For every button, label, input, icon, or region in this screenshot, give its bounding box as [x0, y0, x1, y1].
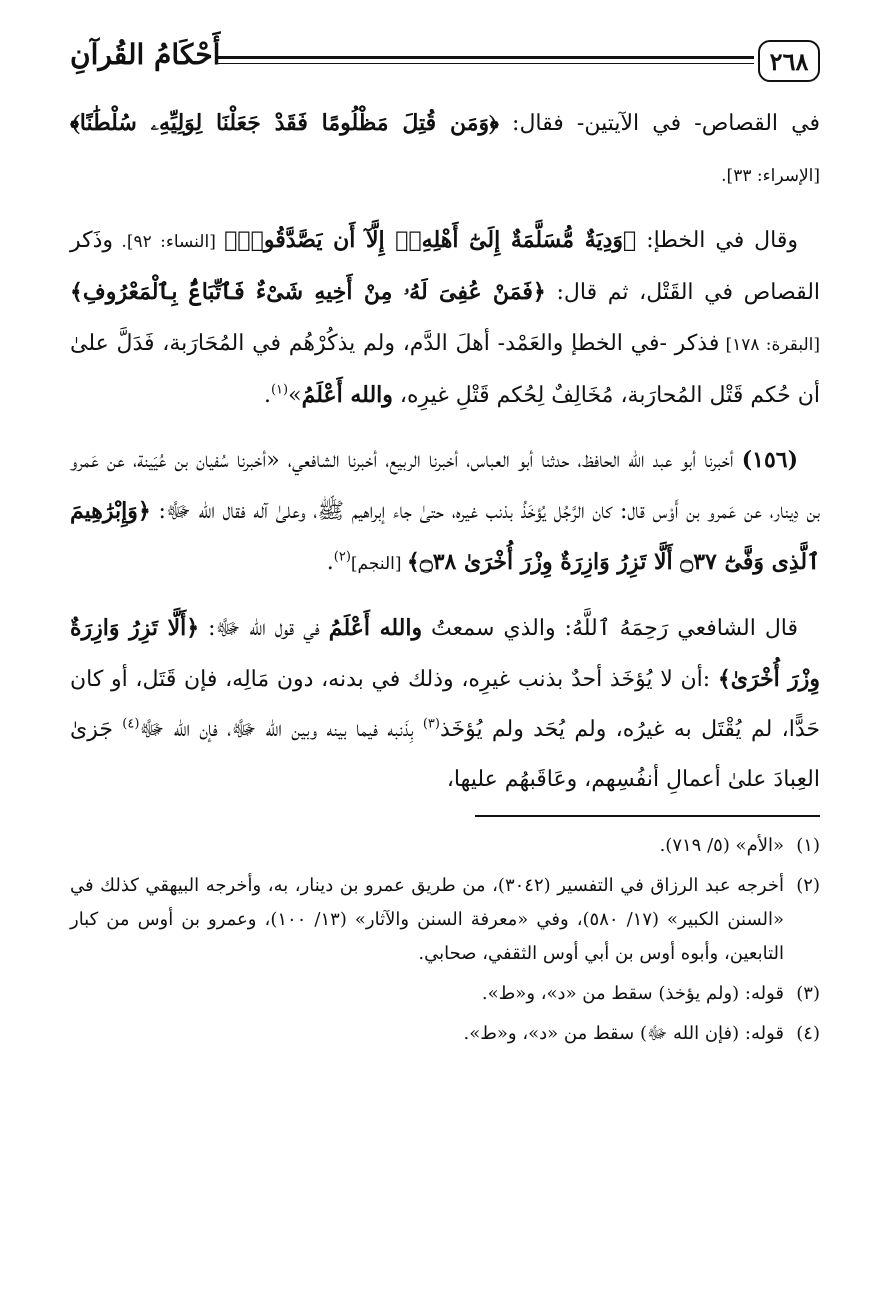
verse-reference: [النساء: ٩٢]. — [113, 232, 225, 252]
footnote-marker: (٣) — [422, 716, 440, 732]
footnote — [70, 869, 820, 971]
footnote-number: (٤) — [796, 1023, 820, 1044]
text-run: جَزىٰ العِبادَ علىٰ أعمالِ أنفُسِهم، وعَاقَبهُم عليها، — [70, 717, 820, 792]
text-run: وذَكر القصاص في القَتْل، ثم قال: — [70, 228, 821, 305]
text-run: :أن لا يُؤخَذ أحدٌ بذنب غيرِه، وذلك في بدنه، دون مَالِه، فإن قَتَل، أو كان حَدًّا، لم يُقْتَل به غيرُه، ولم يُحَد ولم يُؤخَذ — [70, 667, 820, 742]
verse-reference: [النجم] — [350, 554, 407, 574]
footnote-separator — [475, 815, 820, 817]
quran-verse: ﴿وَدِيَةٌ مُّسَلَّمَةٌ إِلَىٰٓ أَهْلِهِۦٓ إِلَّآ أَن يَصَّدَّقُوا۟﴾ — [224, 227, 637, 253]
text-run: أخبرنا أبو عبد الله الحافظ، حدثنا أبو العباس، أخبرنا الربيع، أخبرنا الشافعي، «أخبرنا سُفيان بن عُيَينة، عن عَمرو بن دِينار، عن عَمرو بن أَوْس قال: كان الرَّجُل يُؤخَذُ بذنب غيره، حتىٰ جاء إبراهيم ﷺ، وعلىٰ آله فقال الله ﷻ: — [70, 448, 820, 524]
emphasis: والله أَعْلَمُ — [301, 382, 393, 408]
footnote-marker: (٤) — [122, 716, 140, 732]
text-run: في القصاص- في الآيتين- فقال: — [498, 111, 820, 136]
text-run: بِذَنبه فيما بينه وبين الله ﷻ، فإن الله ﷻ — [139, 717, 423, 742]
page-header — [70, 38, 820, 98]
paragraph — [70, 98, 820, 201]
footnote — [70, 977, 820, 1011]
paragraph — [70, 215, 820, 421]
text-run: . — [326, 550, 334, 575]
footnote-number: (٢) — [796, 875, 820, 896]
text-run: في قول الله ﷻ: — [199, 616, 329, 641]
footnote-number: (٣) — [796, 983, 820, 1004]
footnote-marker: (٢) — [333, 549, 351, 565]
footnote-text: «الأم» (٥/ ٧١٩). — [659, 835, 784, 856]
quran-verse: ﴿وَمَن قُتِلَ مَظْلُومًا فَقَدْ جَعَلْنَا لِوَلِيِّهِۦ سُلْطَٰنًا﴾ — [70, 110, 499, 136]
footnotes — [70, 829, 820, 1051]
footnote — [70, 1017, 820, 1051]
emphasis: والله أَعْلَمُ — [328, 615, 423, 641]
emphasis: (١٥٦) — [741, 447, 798, 473]
verse-reference: [البقرة: ١٧٨] — [719, 335, 820, 355]
footnote-number: (١) — [796, 835, 820, 856]
main-text — [70, 98, 820, 805]
header-rule — [218, 56, 754, 64]
footnote-text: قوله: (فإن الله ﷻ) سقط من «د»، و«ط». — [463, 1023, 784, 1044]
verse-reference: [الإسراء: ٣٣]. — [721, 166, 820, 186]
quran-verse: ﴿فَمَنْ عُفِىَ لَهُۥ مِنْ أَخِيهِ شَىْءٌ فَٱتِّبَاعٌۢ بِٱلْمَعْرُوفِ﴾ — [70, 279, 546, 305]
footnote-marker: (١) — [270, 382, 289, 398]
running-title: أَحْكَامُ القُرآنِ — [70, 38, 221, 71]
text-run: » — [288, 383, 302, 408]
page — [70, 38, 820, 1057]
text-run: . — [263, 383, 271, 408]
page-number: ٢٦٨ — [758, 40, 820, 82]
quran-verse: ﴿أَلَّا تَزِرُ وَازِرَةٌ وِزْرَ أُخْرَىٰ﴾ — [70, 615, 821, 692]
footnote-text: قوله: (ولم يؤخذ) سقط من «د»، و«ط». — [481, 983, 784, 1004]
paragraph — [70, 435, 820, 589]
footnote-text: أخرجه عبد الرزاق في التفسير (٣٠٤٢)، من طريق عمرو بن دينار، به، وأخرجه البيهقي كذلك في «السنن الكبير» (١٧/ ٥٨٠)، وفي «معرفة السنن والآثار» (١٣/ ١٠٠)، وعمرو بن أوس من كبار التابعين، وأبوه أوس بن أبي أوس الثقفي، صحابي. — [70, 875, 785, 964]
footnote — [70, 829, 820, 863]
text-run: فذكر -في الخطإ والعَمْد- أهلَ الدَّم، ولم يذكُرْهُم في المُحَارَبة، فَدَلَّ علىٰ أن حُكم قَتْل المُحارَبة، مُخَالِفٌ لِحُكم قَتْلِ غيرِه، — [70, 331, 820, 408]
quran-verse: ﴿وَإِبْرَٰهِيمَ ٱلَّذِى وَفَّىٰٓ ۝٣٧ أَلَّا تَزِرُ وَازِرَةٌ وِزْرَ أُخْرَىٰ ۝٣٨﴾ — [70, 498, 820, 575]
text-run: وقال في الخطإ: — [636, 228, 798, 253]
paragraph — [70, 603, 820, 805]
text-run: قال الشافعي رَحِمَهُ ٱللَّهُ: والذي سمعتُ — [422, 616, 799, 641]
